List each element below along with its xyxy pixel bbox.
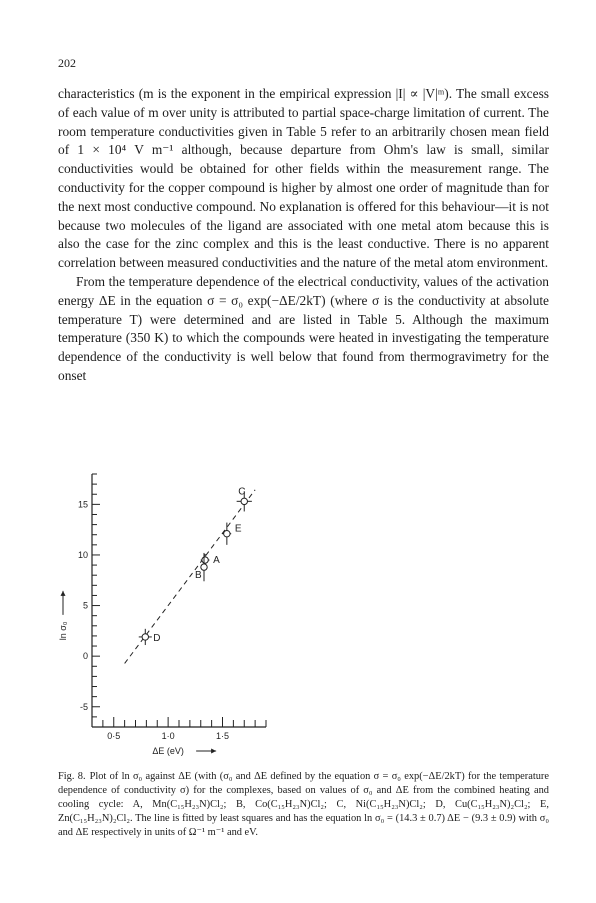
figure-8 <box>56 462 296 780</box>
y-axis-arrowhead <box>61 591 66 596</box>
body-text <box>58 85 549 386</box>
point-label: B <box>195 570 202 582</box>
y-tick-label: 10 <box>77 549 88 560</box>
y-tick-label: 5 <box>82 600 88 611</box>
point-label: D <box>153 632 161 644</box>
caption-text: Plot of ln σ₀ against ΔE (with (σ₀ and ΔE defined by the equation σ = σ₀ exp(−ΔE/2kT) for the temperature dependence of conductivity σ) for the complexes, based on values of σ₀ and ΔE from the combined heating and cooling cycle: A, Mn(C₁₅H₂₃N)Cl₂; B, Co(C₁₅H₂₃N)Cl₂; C, Ni(C₁₅H₂₃N)Cl₂; D, Cu(C₁₅H₂₃N)₂Cl₂; E, Zn(C₁₅H₂₃N)₂Cl₂. The line is fitted by least squares and has the equation ln σ₀ = (14.3 ± 0.7) ΔE − (9.3 ± 0.9) with σ₀ and ΔE respectively in units of Ω⁻¹ m⁻¹ and eV. <box>58 771 549 838</box>
y-tick-label: -5 <box>79 701 88 712</box>
y-axis-label: ln σ₀ <box>58 621 68 641</box>
x-axis-arrowhead <box>211 749 216 754</box>
scatter-chart <box>56 462 296 780</box>
x-axis-label: ΔE (eV) <box>152 746 184 756</box>
point-label: A <box>213 555 220 567</box>
data-point-d <box>139 629 161 645</box>
point-marker <box>201 564 207 570</box>
point-marker <box>142 634 148 640</box>
point-label: E <box>234 523 242 535</box>
page-number: 202 <box>58 56 76 70</box>
data-point-e <box>223 523 242 545</box>
data-points <box>139 486 252 645</box>
paragraph: characteristics (m is the exponent in the empirical expression |I| ∝ |V|ᵐ). The small excess of each value of m over unity is attributed to partial space-charge limitation of current. The room temperature conductivities given in Table 5 refer to an arbitrarily chosen mean field of 1 × 10⁴ V m⁻¹ although, because departure from Ohm's law is small, similar conductivities would be obtained for other fields within the measurement range. The conductivity for the copper compound is higher by almost one order of magnitude than for the next most conductive compound. No explanation is offered for this behaviour—it is not because two molecules of the ligand are associated with one metal atom because this is also the case for the zinc complex and this is the least conductive. There is no apparent correlation between measured conductivities and the nature of the metal atom environment. <box>58 86 549 271</box>
figure-caption <box>58 770 549 840</box>
y-tick-label: 0 <box>82 651 88 662</box>
point-label: C <box>238 486 246 498</box>
point-marker <box>224 531 230 537</box>
point-marker <box>241 498 247 504</box>
y-tick-label: 15 <box>77 499 88 510</box>
data-point-c <box>237 486 252 511</box>
paragraph: From the temperature dependence of the electrical conductivity, values of the activation energy ΔE in the equation σ = σ₀ exp(−ΔE/2kT) (where σ is the conductivity at absolute temperature T) were determined and are listed in Table 5. Although the maximum temperature (350 K) to which the compounds were heated in investigating the temperature dependence of the conductivity is well below that found from thermogravimetry for the onset <box>58 273 549 383</box>
caption-label: Fig. 8. <box>58 771 86 782</box>
x-tick-label: 0·5 <box>107 731 121 741</box>
x-tick-label: 1·0 <box>161 731 175 741</box>
x-tick-label: 1·5 <box>215 731 230 741</box>
point-marker <box>202 557 208 563</box>
